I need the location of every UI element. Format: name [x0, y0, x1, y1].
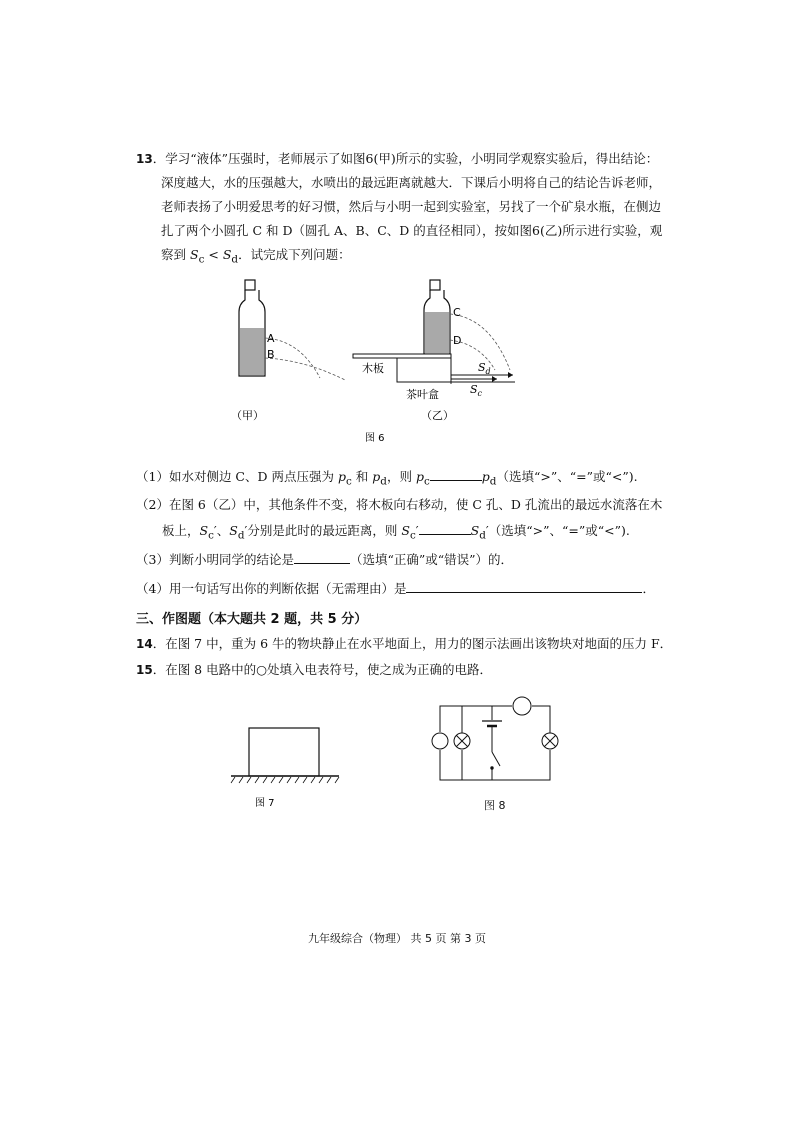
symbol-p: p	[372, 469, 381, 484]
question-13	[136, 147, 676, 272]
arrow-sd-head	[508, 372, 513, 378]
meter-slot-top[interactable]	[513, 697, 531, 715]
jet-b	[265, 358, 345, 380]
less-than: <	[204, 247, 223, 262]
sub4-post: ．	[642, 581, 655, 596]
figure-6	[225, 278, 555, 448]
q13-line-5	[136, 243, 676, 272]
sub3-pre: （3）判断小明同学的结论是	[136, 552, 294, 567]
lamp-icon	[454, 733, 470, 749]
sub-question-2-cont: 板上，$S_c'$、$S_d'$分别是此时的最远距离，则 $S_c'$ $S_d'$（选填“>”、“=”或“<”).	[162, 520, 630, 547]
label-b: B	[267, 348, 275, 361]
sub-question-2	[136, 494, 662, 516]
meter-slot-left[interactable]	[432, 733, 448, 749]
sub1-pre: （1）如水对侧边 C、D 两点压强为	[136, 469, 338, 484]
symbol-sd: S	[222, 247, 232, 262]
symbol-sc-sub: c	[198, 253, 205, 266]
caption-fig8-text: 图 8	[484, 799, 506, 812]
symbol-sd-prime: S	[470, 523, 480, 538]
answer-blank-2[interactable]	[419, 520, 471, 535]
wooden-board	[353, 354, 451, 358]
sub-c: c	[409, 529, 416, 542]
sub-d: d	[237, 529, 245, 542]
symbol-p: p	[337, 469, 346, 484]
symbol-p: p	[415, 469, 424, 484]
question-number: 15	[136, 663, 153, 677]
question-14	[136, 634, 672, 652]
q14-text: ．在图 7 中，重为 6 牛的物块静止在水平地面上，用力的图示法画出该物块对地面的压力 F．	[152, 636, 673, 651]
page-footer: 九年级综合（物理） 共 5 页 第 3 页	[308, 932, 486, 945]
answer-blank-3[interactable]	[294, 549, 350, 564]
water-jia	[240, 328, 264, 375]
sub-d: d	[489, 475, 497, 488]
symbol-p: p	[481, 469, 490, 484]
sub-c: c	[345, 475, 352, 488]
symbol-sc-prime: S	[401, 523, 410, 538]
symbol-sc: S	[189, 247, 199, 262]
sub-question-3	[136, 549, 513, 571]
label-board: 木板	[362, 362, 384, 375]
sub1-post: （选填“>”、“=”或“<”).	[496, 469, 638, 484]
sub-question-1	[136, 466, 638, 493]
caption-yi: （乙）	[421, 409, 454, 422]
sub1-and: 和	[351, 469, 373, 484]
label-box: 茶叶盒	[406, 388, 439, 401]
section-heading: 三、作图题（本大题共 2 题，共 5 分）	[136, 612, 368, 627]
q15-text: ．在图 8 电路中的○处填入电表符号，使之成为正确的电路．	[152, 662, 493, 677]
sub3-post: （选填“正确”或“错误”）的．	[349, 552, 514, 567]
sub2-line-2-post: （选填“>”、“=”或“<”).	[488, 523, 630, 538]
tea-box	[397, 358, 451, 382]
q13-line-3: 老师表扬了小明爱思考的好习惯，然后与小明一起到实验室，另找了一个矿泉水瓶，在侧边	[161, 199, 662, 214]
q13-line-1: ．学习“液体”压强时，老师展示了如图6(甲)所示的实验，小明同学观察实验后，得出结论：	[152, 151, 659, 166]
sub-c: c	[208, 529, 214, 542]
q13-line-2: 深度越大，水的压强越大，水喷出的最远距离就越大．下课后小明将自己的结论告诉老师，	[161, 175, 662, 190]
sub-question-4	[136, 578, 655, 600]
lamp-icon	[542, 733, 558, 749]
label-a: A	[267, 332, 275, 345]
label-c: C	[453, 306, 461, 319]
question-number: 14	[136, 637, 153, 651]
question-number: 13	[136, 152, 153, 166]
symbol-sd-prime: S	[229, 523, 238, 538]
symbol-sd-sub: d	[231, 253, 239, 266]
sub-d: d	[479, 529, 486, 542]
sub2-line-1: （2）在图 6（乙）中，其他条件不变，将木板向右移动，使 C 孔、D 孔流出的最远水流落在木	[136, 497, 663, 512]
answer-blank-4[interactable]	[406, 578, 642, 593]
label-sc: $S_c$	[470, 383, 483, 398]
block	[249, 728, 319, 776]
sub2-line-2-pre: 板上，	[162, 523, 200, 538]
switch-icon	[491, 752, 500, 769]
sub-d: d	[380, 475, 387, 488]
answer-blank-1[interactable]	[430, 466, 482, 481]
q13-line-5-post: ．试完成下列问题：	[238, 247, 351, 262]
sub4-pre: （4）用一句话写出你的判断依据（无需理由）是	[136, 581, 407, 596]
caption-jia: （甲）	[231, 409, 264, 422]
q13-line-5-pre: 察到	[161, 247, 190, 262]
caption-fig6: 图 6	[365, 433, 385, 444]
caption-fig7: 图 7	[255, 798, 275, 809]
arrow-sc-head	[492, 376, 497, 382]
question-15	[136, 660, 492, 678]
sub2-line-2-mid: 分别是此时的最远距离，则	[247, 523, 402, 538]
sub1-mid: ，则	[386, 469, 416, 484]
figure-8	[420, 690, 570, 790]
figure-7	[225, 720, 345, 810]
battery-icon	[482, 721, 502, 730]
label-d: D	[453, 334, 462, 347]
sub-c: c	[423, 475, 430, 488]
ground-hatching	[231, 777, 339, 783]
sub2-sep: 、	[216, 523, 230, 538]
symbol-sc-prime: S	[199, 523, 209, 538]
water-yi	[425, 312, 449, 353]
label-sd: $S_d$	[478, 361, 491, 376]
q13-line-4: 扎了两个小圆孔 C 和 D（圆孔 A、B、C、D 的直径相同），按如图6(乙)所示进行实验，观	[161, 223, 663, 238]
